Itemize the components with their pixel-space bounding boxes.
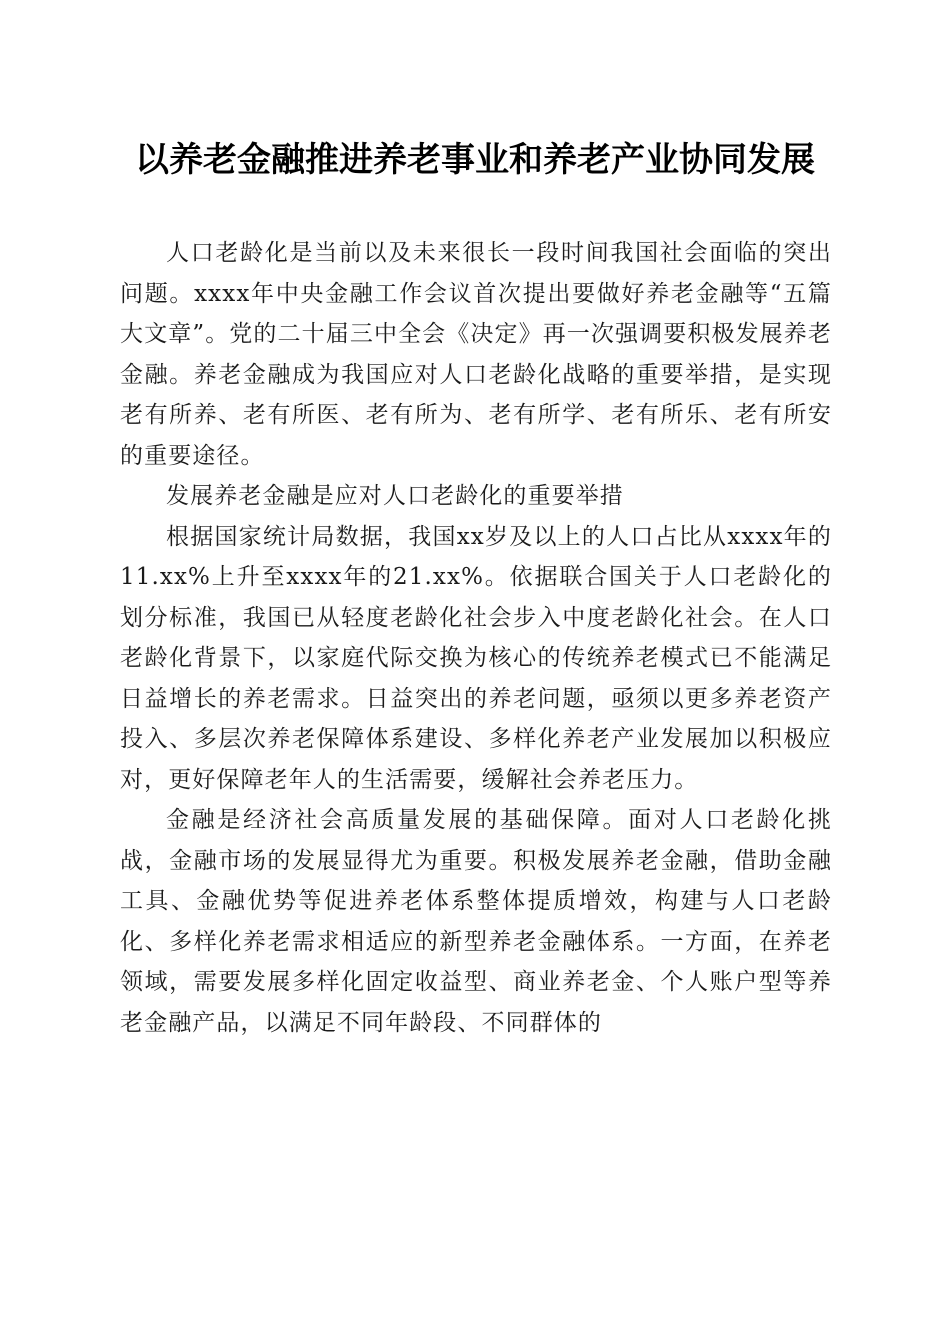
paragraph-intro: 人口老龄化是当前以及未来很长一段时间我国社会面临的突出问题。xxxx年中央金融工作会议首次提出要做好养老金融等“五篇大文章”。党的二十届三中全会《决定》再一次强调要积极发展养老金融。养老金融成为我国应对人口老龄化战略的重要举措，是实现老有所养、老有所医、老有所为、老有所学、老有所乐、老有所安的重要途径。 — [120, 240, 832, 469]
section-heading: 发展养老金融是应对人口老龄化的重要举措 — [166, 483, 624, 509]
document-body — [120, 233, 832, 1043]
document-title: 以养老金融推进养老事业和养老产业协同发展 — [135, 140, 815, 180]
paragraph-finance: 金融是经济社会高质量发展的基础保障。面对人口老龄化挑战，金融市场的发展显得尤为重要。积极发展养老金融，借助金融工具、金融优势等促进养老体系整体提质增效，构建与人口老龄化、多样化养老需求相适应的新型养老金融体系。一方面，在养老领域，需要发展多样化固定收益型、商业养老金、个人账户型等养老金融产品，以满足不同年龄段、不同群体的 — [120, 807, 832, 1036]
paragraph-statistics: 根据国家统计局数据，我国xx岁及以上的人口占比从xxxx年的11.xx%上升至xxxx年的21.xx%。依据联合国关于人口老龄化的划分标准，我国已从轻度老龄化社会步入中度老龄化社会。在人口老龄化背景下，以家庭代际交换为核心的传统养老模式已不能满足日益增长的养老需求。日益突出的养老问题，亟须以更多养老资产投入、多层次养老保障体系建设、多样化养老产业发展加以积极应对，更好保障老年人的生活需要，缓解社会养老压力。 — [120, 523, 832, 793]
